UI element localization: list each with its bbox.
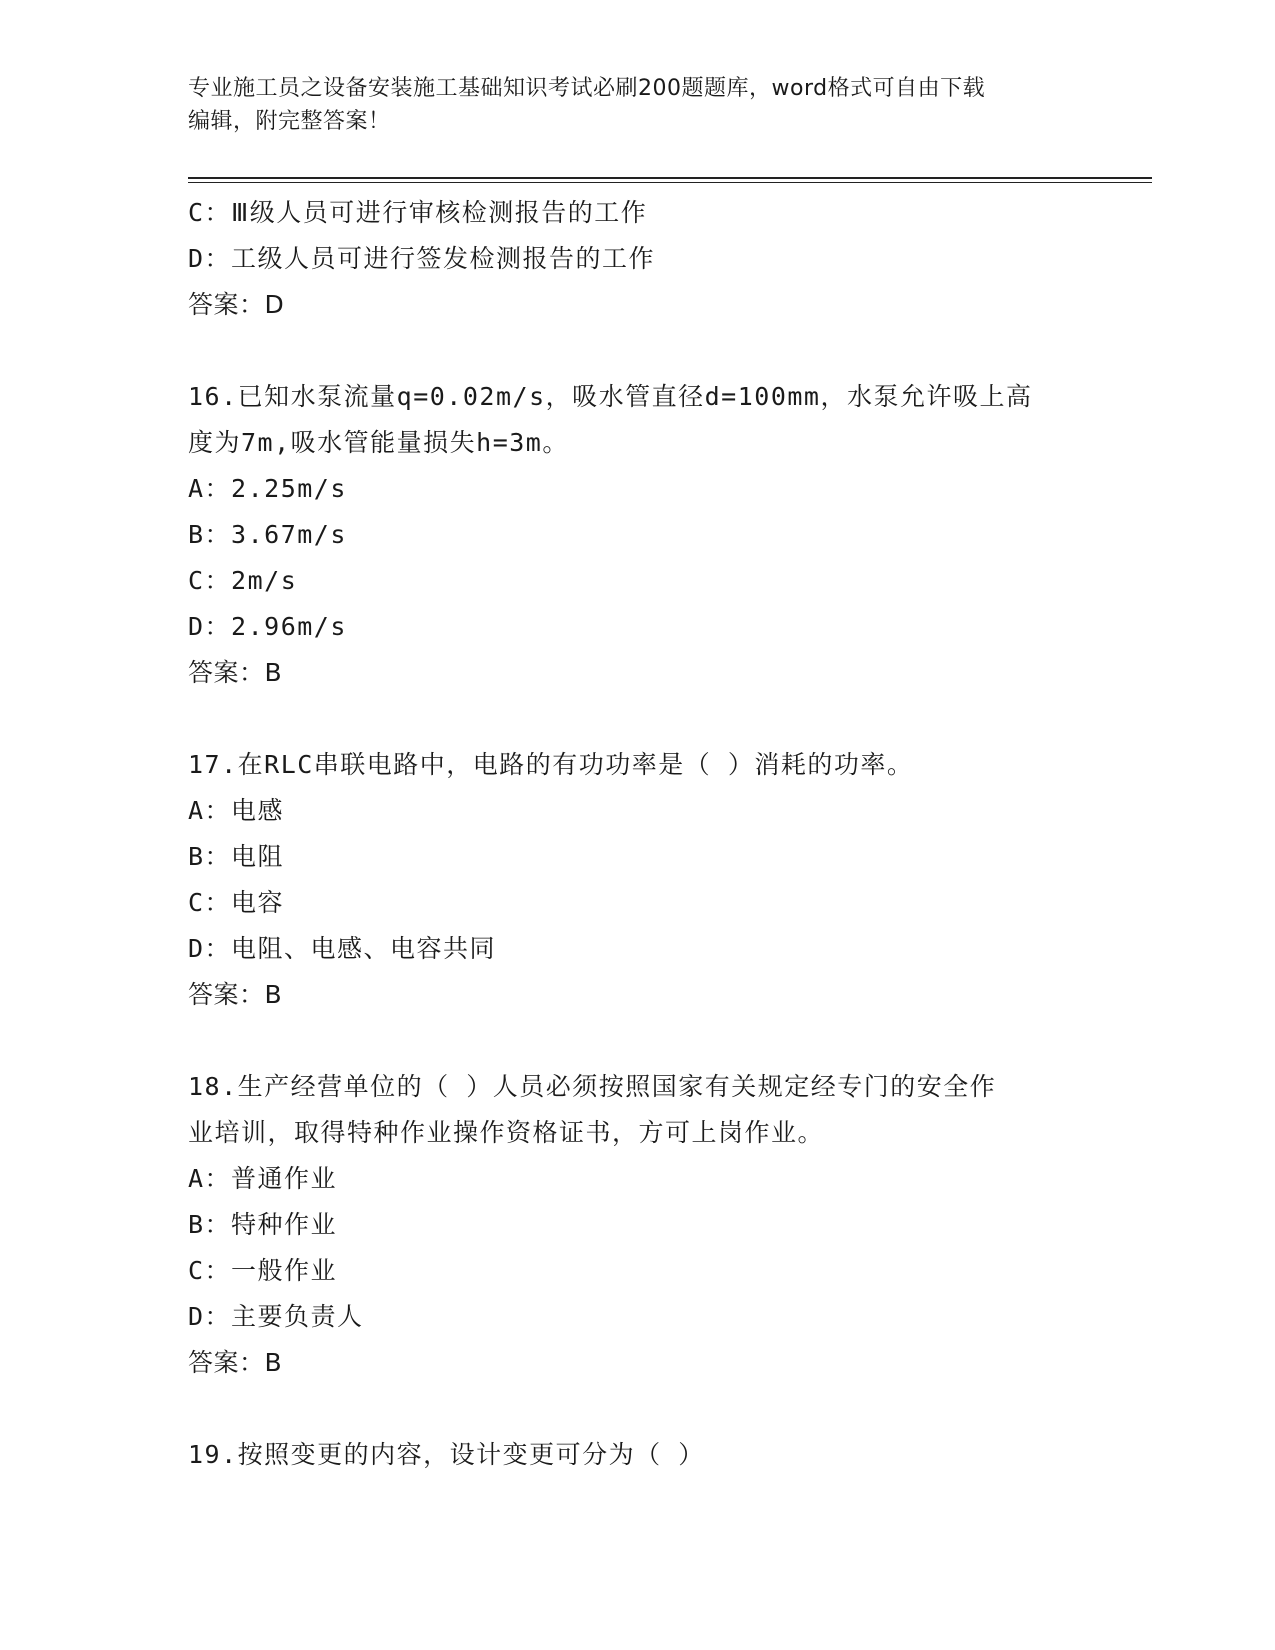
- option-d: D：工级人员可进行签发检测报告的工作: [188, 244, 656, 273]
- question-stem-line1: 16.已知水泵流量q=0.02m/s，吸水管直径d=100mm，水泵允许吸上高: [188, 382, 1033, 411]
- header-title-line1: 专业施工员之设备安装施工基础知识考试必刷200题题库，word格式可自由下载: [188, 76, 986, 101]
- option-a: A：2.25m/s: [188, 474, 347, 503]
- option-c: C：2m/s: [188, 566, 298, 595]
- header-rule-thick: [188, 177, 1152, 179]
- question-stem-line1: 19.按照变更的内容，设计变更可分为（ ）: [188, 1440, 705, 1469]
- option-c: C：一般作业: [188, 1256, 338, 1285]
- question-17: [188, 742, 1088, 1018]
- answer-text: 答案：B: [188, 1348, 283, 1377]
- option-d: D：主要负责人: [188, 1302, 364, 1331]
- question-stem-line1: 17.在RLC串联电路中，电路的有功功率是（ ）消耗的功率。: [188, 750, 914, 779]
- option-d: D：电阻、电感、电容共同: [188, 934, 497, 963]
- document-header: [188, 72, 1088, 138]
- question-19: [188, 1432, 1088, 1478]
- option-d: D：2.96m/s: [188, 612, 347, 641]
- option-c: C：Ⅲ级人员可进行审核检测报告的工作: [188, 198, 648, 227]
- answer-text: 答案：B: [188, 658, 283, 687]
- question-16: [188, 374, 1088, 696]
- option-c: C：电容: [188, 888, 285, 917]
- question-18: [188, 1064, 1088, 1386]
- header-title-line2: 编辑，附完整答案！: [188, 109, 391, 134]
- question-stem-line2: 业培训，取得特种作业操作资格证书，方可上岗作业。: [188, 1118, 825, 1147]
- option-b: B：特种作业: [188, 1210, 338, 1239]
- question-stem-line1: 18.生产经营单位的（ ）人员必须按照国家有关规定经专门的安全作: [188, 1072, 997, 1101]
- header-rule-thin: [188, 182, 1152, 183]
- answer-text: 答案：D: [188, 290, 285, 319]
- question-list: [188, 190, 1088, 1478]
- option-a: A：电感: [188, 796, 285, 825]
- option-b: B：电阻: [188, 842, 285, 871]
- option-a: A：普通作业: [188, 1164, 338, 1193]
- option-b: B：3.67m/s: [188, 520, 347, 549]
- question-15: [188, 190, 1088, 328]
- question-stem-line2: 度为7m,吸水管能量损失h=3m。: [188, 428, 569, 457]
- answer-text: 答案：B: [188, 980, 283, 1009]
